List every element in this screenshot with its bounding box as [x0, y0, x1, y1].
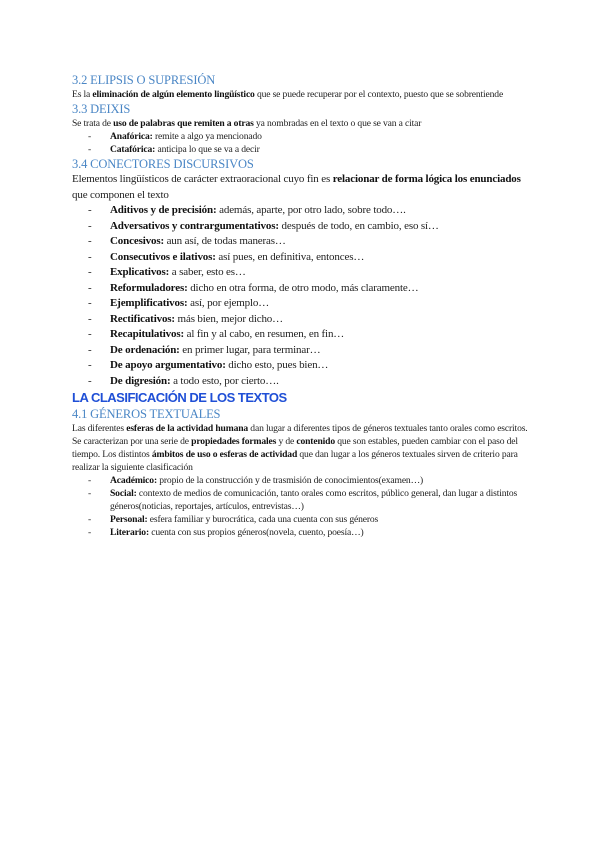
text: Las diferentes [72, 423, 127, 434]
term: De apoyo argumentativo: [110, 359, 226, 371]
bold-text: ámbitos de uso o esferas de actividad [151, 449, 298, 460]
term: Consecutivos e ilativos: [110, 250, 216, 263]
desc: así pues, en definitiva, entonces… [215, 250, 365, 263]
list-item: - Recapitulativos: al fin y al cabo, en resumen, en fin… [88, 328, 345, 340]
desc: así, por ejemplo… [187, 297, 270, 309]
term: Anafórica: [110, 131, 153, 142]
list-item: - Consecutivos e ilativos: así pues, en definitiva, entonces… [88, 250, 365, 263]
list-item: - Aditivos y de precisión: además, aparte, por otro lado, sobre todo…. [88, 204, 406, 216]
paragraph-deixis [72, 117, 532, 130]
list-item: - Reformuladores: dicho en otra forma, de otro modo, más claramente… [88, 281, 419, 294]
text: que componen el texto [72, 188, 169, 201]
term: De digresión: [110, 374, 171, 387]
desc: después de todo, en cambio, eso sí… [278, 219, 439, 232]
desc: esfera familiar y burocrática, cada una cuenta con sus géneros [147, 514, 379, 525]
paragraph-generos [72, 422, 532, 474]
term: Catafórica: [110, 144, 156, 155]
heading-clasificacion: LA CLASIFICACIÓN DE LOS TEXTOS [72, 390, 287, 405]
term: De ordenación: [110, 343, 180, 356]
text: ya nombradas en el texto o que se van a citar [253, 118, 422, 129]
list-item: - Social: contexto de medios de comunicación, tanto orales como escritos, público general, dan lugar a distintos géneros(noticias, reportajes, artículos, entrevistas…) [88, 488, 518, 512]
desc: remite a algo ya mencionado [152, 131, 262, 142]
desc: a todo esto, por cierto…. [170, 374, 279, 387]
text: dan lugar a diferentes tipos de géneros textuales tanto orales como escritos. Se caracterizan por una serie de [72, 423, 528, 447]
term: Literario: [110, 527, 149, 538]
list-item: - Concesivos: aun así, de todas maneras… [88, 235, 286, 247]
bold-text: relacionar de forma lógica los enunciados [332, 173, 521, 185]
desc: más bien, mejor dicho… [174, 312, 284, 325]
list-item: - Catafórica: anticipa lo que se va a decir [88, 144, 260, 155]
list-item: - Ejemplificativos: así, por ejemplo… [88, 297, 270, 309]
list-item: - Personal: esfera familiar y burocrática, cada una cuenta con sus géneros [88, 514, 379, 525]
term: Concesivos: [110, 235, 164, 247]
text: Se trata de [72, 118, 114, 129]
document-page [72, 72, 532, 539]
desc: además, aparte, por otro lado, sobre todo…. [216, 204, 406, 216]
heading-conectores: 3.4 CONECTORES DISCURSIVOS [72, 157, 254, 171]
desc: en primer lugar, para terminar… [179, 343, 321, 356]
list-item: - Académico: propio de la construcción y de trasmisión de conocimientos(examen…) [88, 475, 424, 486]
term: Personal: [110, 514, 148, 525]
heading-deixis: 3.3 DEIXIS [72, 102, 131, 116]
bold-text: propiedades formales [191, 436, 277, 447]
generos-list [72, 474, 532, 539]
list-item: - Literario: cuenta con sus propios géneros(novela, cuento, poesía…) [88, 527, 364, 538]
list-item: - Rectificativos: más bien, mejor dicho… [88, 312, 284, 325]
bold-text: esferas de la actividad humana [126, 423, 249, 434]
desc: cuenta con sus propios géneros(novela, cuento, poesía…) [149, 527, 364, 538]
term: Reformuladores: [110, 281, 188, 294]
term: Aditivos y de precisión: [110, 204, 217, 216]
bold-text: contenido [296, 436, 335, 447]
term: Académico: [110, 475, 157, 486]
list-item: - De digresión: a todo esto, por cierto…. [88, 374, 279, 387]
bold-text: uso de palabras que remiten a otras [113, 118, 254, 129]
list-item: - Anafórica: remite a algo ya mencionado [88, 131, 262, 142]
desc: aun así, de todas maneras… [163, 235, 286, 247]
desc: a saber, esto es… [169, 266, 246, 278]
term: Ejemplificativos: [110, 297, 188, 309]
desc: contexto de medios de comunicación, tanto orales como escritos, público general, dan lugar a distintos géneros(noticias, reportajes, artículos, entrevistas…) [110, 488, 518, 512]
text: que son estables, pueden cambiar con el paso del tiempo. Los distintos [72, 436, 518, 460]
desc: dicho en otra forma, de otro modo, más claramente… [187, 281, 419, 294]
paragraph-conectores [72, 172, 532, 203]
list-item: - Adversativos y contrargumentativos: después de todo, en cambio, eso sí… [88, 219, 439, 232]
heading-elipsis: 3.2 ELIPSIS O SUPRESIÓN [72, 73, 216, 87]
list-item: - De apoyo argumentativo: dicho esto, pues bien… [88, 359, 329, 371]
text: que se puede recuperar por el contexto, puesto que se sobrentiende [254, 89, 504, 100]
term: Recapitulativos: [110, 328, 184, 340]
term: Rectificativos: [110, 312, 175, 325]
paragraph-elipsis [72, 88, 532, 101]
term: Explicativos: [110, 266, 170, 278]
text: Es la [72, 89, 93, 100]
term: Social: [110, 488, 137, 499]
desc: dicho esto, pues bien… [225, 359, 329, 371]
desc: al fin y al cabo, en resumen, en fin… [183, 328, 345, 340]
list-item: - Explicativos: a saber, esto es… [88, 266, 246, 278]
text: que dan lugar a los géneros textuales sirven de criterio para realizar la siguiente clasificación [72, 449, 518, 473]
deixis-list [72, 130, 532, 156]
text: Elementos lingüísticos de carácter extraoracional cuyo fin es [72, 173, 333, 185]
list-item: - De ordenación: en primer lugar, para terminar… [88, 343, 321, 356]
conectores-list [72, 203, 532, 389]
desc: anticipa lo que se va a decir [155, 144, 260, 155]
term: Adversativos y contrargumentativos: [110, 219, 279, 232]
desc: propio de la construcción y de trasmisión de conocimientos(examen…) [156, 475, 424, 486]
heading-generos: 4.1 GÉNEROS TEXTUALES [72, 407, 221, 421]
text: y de [276, 436, 297, 447]
bold-text: eliminación de algún elemento lingüístico [92, 89, 255, 100]
